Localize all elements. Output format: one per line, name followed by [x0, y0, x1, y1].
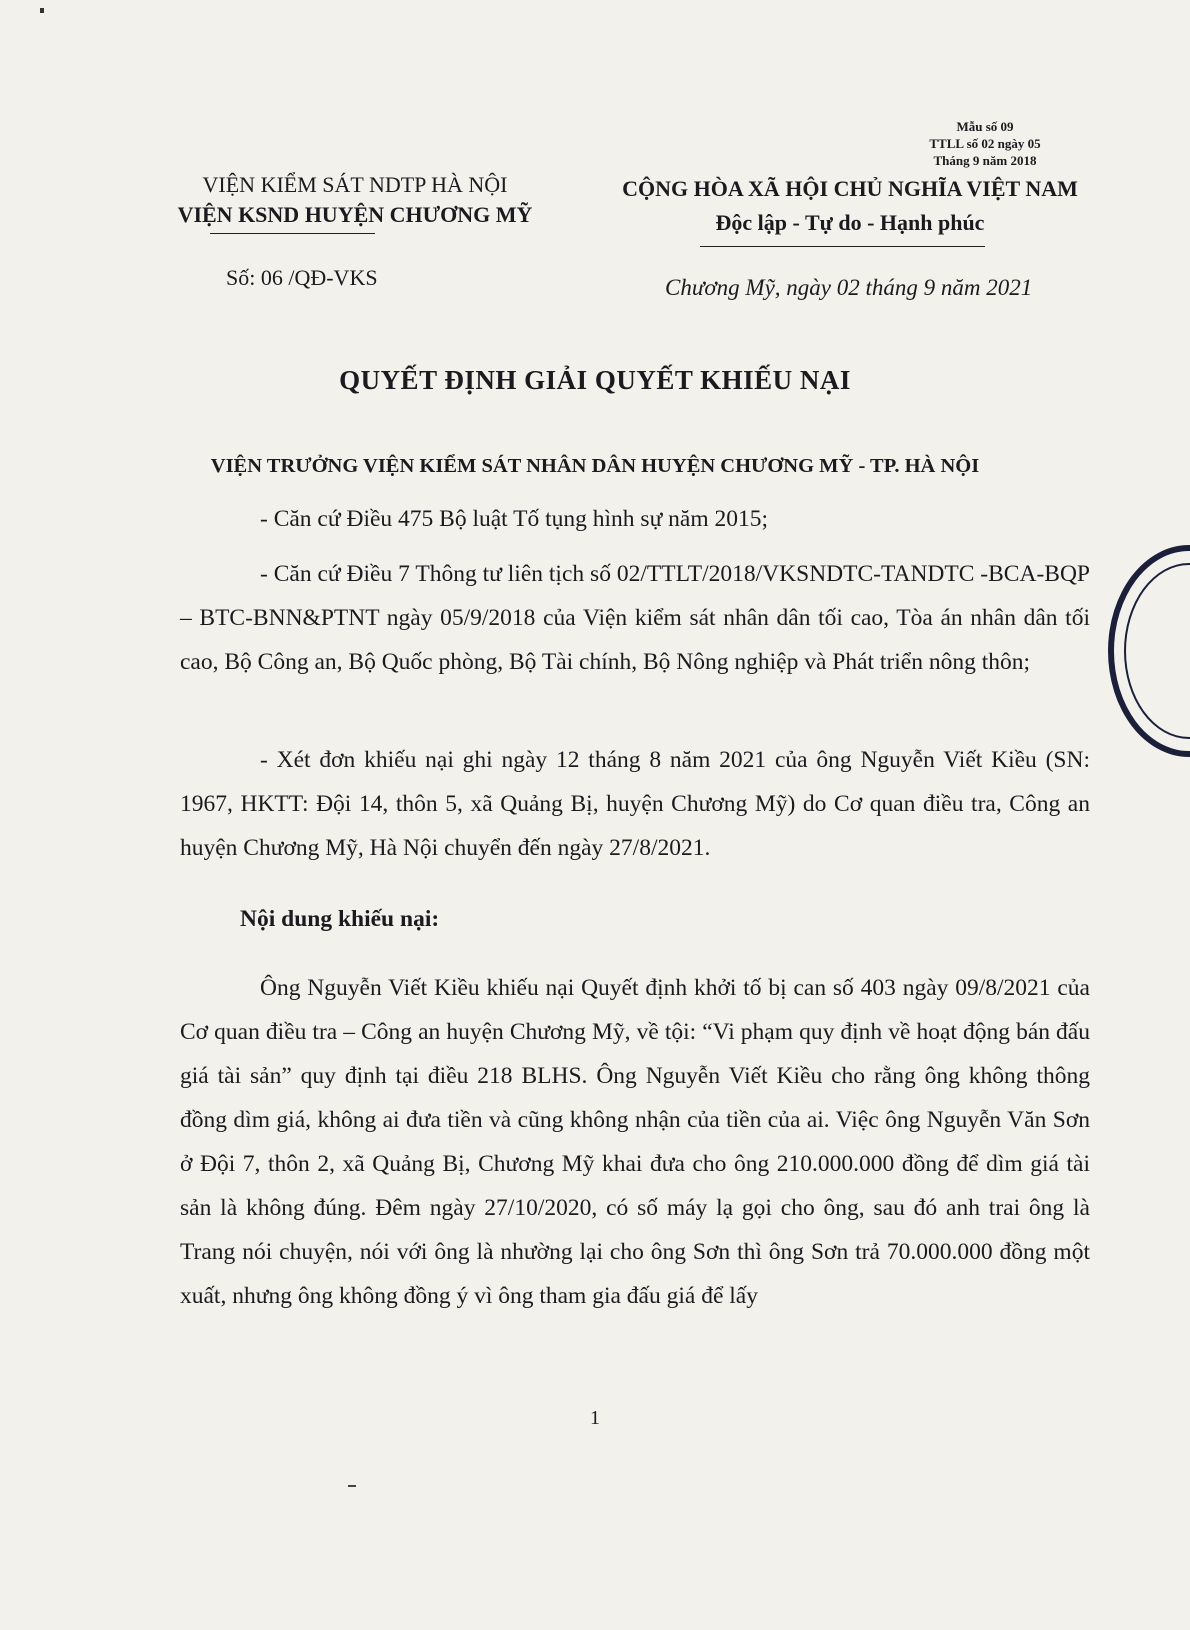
form-number-line3: Tháng 9 năm 2018 — [933, 153, 1037, 168]
national-motto: Độc lập - Tự do - Hạnh phúc — [715, 210, 985, 235]
complaint-receipt — [180, 738, 1090, 870]
scan-mark — [348, 1485, 356, 1487]
motto-underline — [700, 246, 985, 247]
section-heading: Nội dung khiếu nại: — [240, 906, 440, 932]
basis-text: - Xét đơn khiếu nại ghi ngày 12 tháng 8 năm 2021 của ông Nguyễn Viết Kiều (SN: 1967, HKTT: Đội 14, thôn 5, xã Quảng Bị, huyện Chương Mỹ) do Cơ quan điều tra, Công an huyện Chương Mỹ, Hà Nội chuyển đến ngày 27/8/2021. — [180, 747, 1090, 861]
national-heading — [600, 172, 1100, 240]
issuer-title: VIỆN TRƯỞNG VIỆN KIỂM SÁT NHÂN DÂN HUYỆN CHƯƠNG MỸ - TP. HÀ NỘI — [210, 455, 980, 477]
agency-parent: VIỆN KIỂM SÁT NDTP HÀ NỘI — [202, 172, 508, 197]
agency-name: VIỆN KSND HUYỆN CHƯƠNG MỸ — [177, 202, 533, 227]
official-seal-icon — [1108, 545, 1190, 757]
form-number-line2: TTLL số 02 ngày 05 — [929, 136, 1041, 151]
page-number: 1 — [590, 1407, 600, 1429]
legal-basis-2 — [180, 552, 1090, 684]
agency-underline — [210, 233, 375, 234]
place-and-date: Chương Mỹ, ngày 02 tháng 9 năm 2021 — [665, 275, 1033, 300]
document-title: QUYẾT ĐỊNH GIẢI QUYẾT KHIẾU NẠI — [339, 365, 851, 395]
legal-basis-1 — [180, 497, 1090, 541]
document-number: Số: 06 /QĐ-VKS — [226, 265, 378, 290]
content-text: Ông Nguyễn Viết Kiều khiếu nại Quyết định khởi tố bị can số 403 ngày 09/8/2021 của Cơ quan điều tra – Công an huyện Chương Mỹ, về tội: “Vi phạm quy định về hoạt động bán đấu giá tài sản” quy định tại điều 218 BLHS. Ông Nguyễn Viết Kiều cho rằng ông không thông đồng dìm giá, không ai đưa tiền và cũng không nhận của tiền của ai. Việc ông Nguyễn Văn Sơn ở Đội 7, thôn 2, xã Quảng Bị, Chương Mỹ khai đưa cho ông 210.000.000 đồng để dìm giá tài sản là không đúng. Đêm ngày 27/10/2020, có số máy lạ gọi cho ông, sau đó anh trai ông là Trang nói chuyện, nói với ông là nhường lại cho ông Sơn thì ông Sơn trả 70.000.000 đồng một xuất, nhưng ông không đồng ý vì ông tham gia đấu giá để lấy — [180, 975, 1090, 1309]
form-number — [900, 118, 1070, 169]
scan-speck — [40, 8, 44, 13]
country-name: CỘNG HÒA XÃ HỘI CHỦ NGHĨA VIỆT NAM — [622, 176, 1078, 201]
basis-text: - Căn cứ Điều 475 Bộ luật Tố tụng hình sự năm 2015; — [260, 506, 769, 532]
complaint-content — [180, 966, 1090, 1318]
form-number-line1: Mẫu số 09 — [956, 119, 1014, 134]
basis-text: - Căn cứ Điều 7 Thông tư liên tịch số 02/TTLT/2018/VKSNDTC-TANDTC -BCA-BQP – BTC-BNN&PTNT ngày 05/9/2018 của Viện kiểm sát nhân dân tối cao, Tòa án nhân dân tối cao, Bộ Công an, Bộ Quốc phòng, Bộ Tài chính, Bộ Nông nghiệp và Phát triển nông thôn; — [180, 561, 1090, 675]
issuing-agency — [160, 170, 550, 230]
